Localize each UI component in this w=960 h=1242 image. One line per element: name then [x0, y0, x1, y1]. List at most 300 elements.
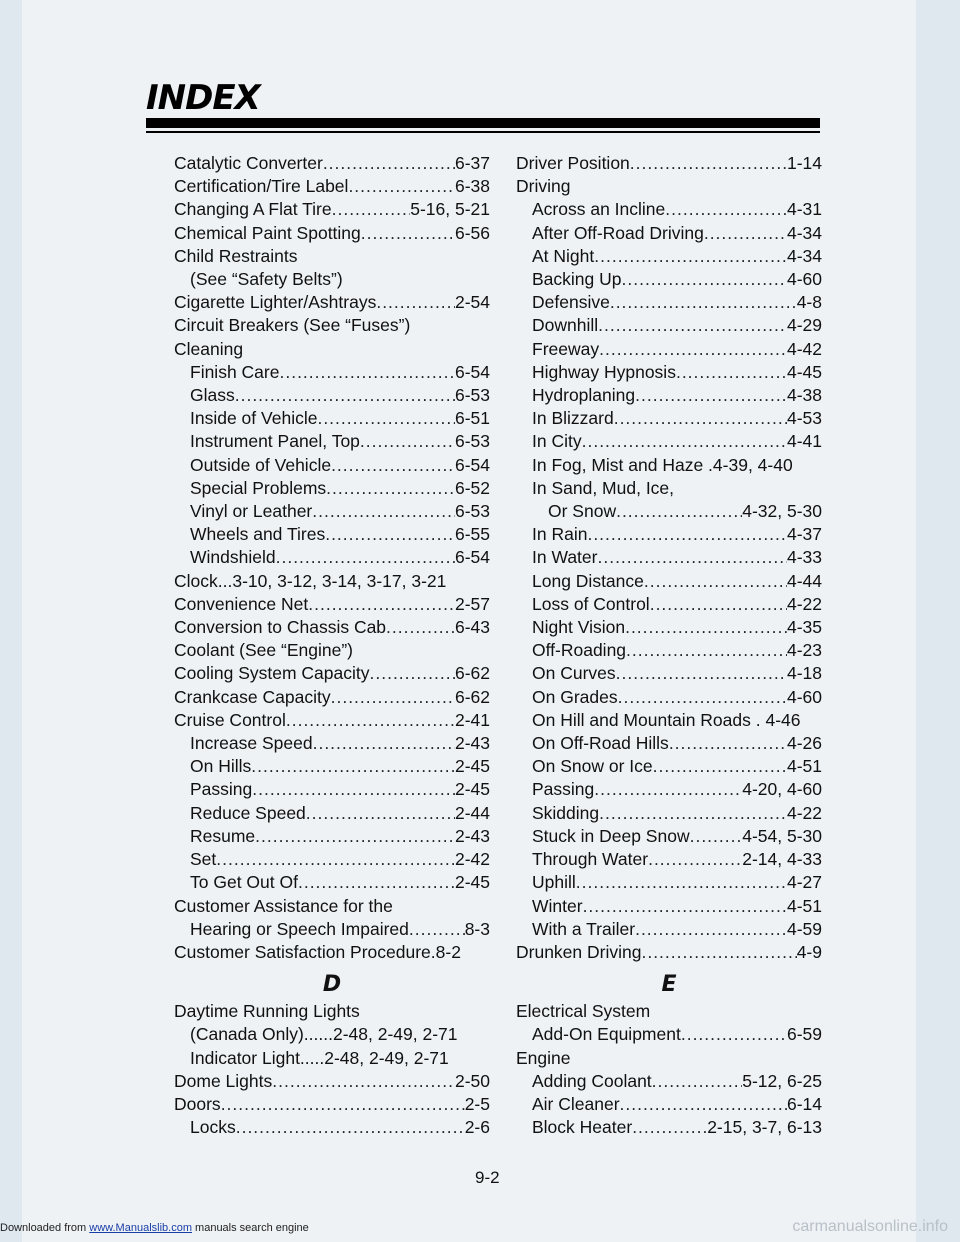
entry-pages: 2-41	[454, 709, 490, 730]
dot-leader	[576, 871, 787, 894]
dot-leader	[236, 1116, 465, 1139]
entry-pages: 4-42	[786, 338, 822, 359]
entry-term: Stuck in Deep Snow	[532, 825, 690, 846]
dot-leader	[370, 662, 455, 685]
index-entry	[174, 778, 490, 801]
index-entry	[516, 268, 822, 291]
entry-term: Glass	[190, 385, 235, 406]
dot-leader	[308, 593, 455, 616]
dot-leader	[597, 546, 786, 569]
dot-leader	[360, 430, 455, 453]
index-entry	[174, 570, 490, 593]
entry-pages: 4-60	[786, 686, 822, 707]
entry-pages: 2-44	[454, 802, 490, 823]
index-entry	[516, 616, 822, 639]
index-entry	[516, 407, 822, 430]
watermark: carmanualsonline.info	[792, 1218, 948, 1235]
dot-leader	[252, 778, 455, 801]
dot-leader	[641, 941, 796, 964]
entry-term: Special Problems	[190, 477, 327, 498]
dot-leader	[582, 430, 787, 453]
dot-leader	[272, 1070, 455, 1093]
dot-leader	[251, 755, 455, 778]
index-entry	[174, 616, 490, 639]
index-entry	[174, 662, 490, 685]
entry-term: Changing A Flat Tire	[174, 199, 332, 220]
dot-leader	[376, 291, 455, 314]
entry-pages: 4-20, 4-60	[742, 779, 822, 800]
dot-leader	[625, 616, 787, 639]
entry-pages: 8-3	[464, 918, 490, 939]
entry-pages: 2-42	[454, 849, 490, 870]
entry-pages: 4-45	[786, 361, 822, 382]
entry-pages: 4-54, 5-30	[742, 825, 822, 846]
entry-term: Through Water	[532, 849, 649, 870]
entry-pages: 4-44	[786, 570, 822, 591]
entry-term: Resume	[190, 825, 256, 846]
entry-pages: 4-59	[786, 918, 822, 939]
index-entry	[516, 732, 822, 755]
entry-term: On Grades	[532, 686, 618, 707]
index-entry	[516, 477, 822, 500]
dot-leader	[587, 523, 787, 546]
index-entry	[516, 918, 822, 941]
dot-leader	[348, 175, 455, 198]
entry-term: Night Vision	[532, 617, 626, 638]
entry-pages: 6-54	[454, 454, 490, 475]
index-entry	[516, 1070, 822, 1093]
dot-leader	[276, 546, 455, 569]
footer-prefix: Downloaded from	[0, 1222, 90, 1234]
index-entry	[174, 1047, 490, 1070]
entry-pages: 4-29	[786, 315, 822, 336]
page-title: INDEX	[146, 78, 260, 118]
dot-leader	[616, 662, 787, 685]
entry-pages: 4-9	[796, 941, 822, 962]
entry-term: Daytime Running Lights	[174, 1001, 360, 1022]
title-rule-thin	[146, 131, 820, 133]
entry-term: Crankcase Capacity	[174, 686, 331, 707]
entry-pages: 4-41	[786, 431, 822, 452]
index-entry	[174, 593, 490, 616]
entry-pages: 2-14, 4-33	[742, 849, 822, 870]
dot-leader	[298, 871, 455, 894]
entry-term: To Get Out Of	[190, 872, 298, 893]
index-entry	[516, 662, 822, 685]
index-entry	[174, 1116, 490, 1139]
index-entry	[174, 546, 490, 569]
entry-term: After Off-Road Driving	[532, 222, 704, 243]
index-entry	[174, 523, 490, 546]
index-entry	[516, 825, 822, 848]
entry-term: Doors	[174, 1093, 221, 1114]
entry-pages: 6-53	[454, 385, 490, 406]
index-entry	[516, 454, 822, 477]
index-entry	[516, 593, 822, 616]
index-entry	[174, 384, 490, 407]
entry-term: On Hills	[190, 756, 252, 777]
dot-leader	[317, 407, 455, 430]
entry-pages: 2-45	[454, 756, 490, 777]
entry-pages: 5-12, 6-25	[742, 1070, 822, 1091]
entry-pages: 2-45	[454, 872, 490, 893]
entry-term: Electrical System	[516, 1001, 651, 1022]
entry-term: Coolant (See “Engine”)	[174, 640, 353, 661]
entry-term: Customer Assistance for the	[174, 895, 393, 916]
dot-leader	[325, 523, 455, 546]
dot-leader	[610, 291, 797, 314]
entry-term: Cooling System Capacity	[174, 663, 370, 684]
dot-leader	[630, 152, 787, 175]
entry-pages: 4-37	[786, 524, 822, 545]
entry-pages: 4-53	[786, 408, 822, 429]
entry-pages: 2-6	[464, 1117, 490, 1138]
dot-leader	[644, 570, 787, 593]
entry-pages: 4-51	[786, 895, 822, 916]
index-entry	[174, 895, 490, 918]
entry-term: Air Cleaner	[532, 1093, 620, 1114]
index-column-left	[174, 152, 490, 1139]
entry-term: Set	[190, 849, 217, 870]
entry-term: Add-On Equipment	[532, 1024, 681, 1045]
manualslib-link[interactable]: www.Manualslib.com	[89, 1222, 192, 1234]
dot-leader	[286, 709, 455, 732]
entry-term: In Blizzard	[532, 408, 614, 429]
entry-term: Increase Speed	[190, 733, 313, 754]
entry-pages: 4-23	[786, 640, 822, 661]
index-entry	[516, 1116, 822, 1139]
entry-term: Vinyl or Leather	[190, 501, 313, 522]
index-entry	[516, 430, 822, 453]
entry-pages: 6-53	[454, 501, 490, 522]
index-entry	[516, 639, 822, 662]
entry-pages: 6-56	[454, 222, 490, 243]
entry-term: Conversion to Chassis Cab	[174, 617, 387, 638]
entry-term: In Water	[532, 547, 598, 568]
index-entry	[174, 338, 490, 361]
index-entry	[174, 802, 490, 825]
dot-leader	[599, 338, 787, 361]
dot-leader	[620, 1093, 787, 1116]
index-entry	[174, 639, 490, 662]
entry-pages: 6-53	[454, 431, 490, 452]
entry-term: Clock...3-10, 3-12, 3-14, 3-17, 3-21	[174, 570, 447, 591]
entry-pages: 6-62	[454, 663, 490, 684]
index-entry	[516, 314, 822, 337]
dot-leader	[583, 895, 787, 918]
entry-pages: 6-51	[454, 408, 490, 429]
entry-term: Reduce Speed	[190, 802, 306, 823]
index-entry	[174, 1023, 490, 1046]
dot-leader	[255, 825, 455, 848]
entry-term: Dome Lights	[174, 1070, 273, 1091]
index-entry	[174, 871, 490, 894]
index-entry	[174, 291, 490, 314]
entry-term: Outside of Vehicle	[190, 454, 332, 475]
entry-pages: 4-33	[786, 547, 822, 568]
index-entry	[516, 871, 822, 894]
entry-term: Finish Care	[190, 361, 280, 382]
dot-leader	[279, 361, 454, 384]
entry-term: On Off-Road Hills	[532, 733, 669, 754]
title-rule	[146, 118, 820, 128]
entry-pages: 4-26	[786, 733, 822, 754]
index-entry	[516, 198, 822, 221]
index-entry	[516, 152, 822, 175]
dot-leader	[386, 616, 455, 639]
entry-term: In Fog, Mist and Haze .4-39, 4-40	[532, 454, 793, 475]
dot-leader	[599, 802, 787, 825]
entry-term: With a Trailer	[532, 918, 636, 939]
entry-term: Driver Position	[516, 153, 630, 173]
index-entry	[516, 1000, 822, 1023]
entry-pages: 2-54	[454, 292, 490, 313]
entry-term: Child Restraints	[174, 245, 298, 266]
dot-leader	[635, 918, 787, 941]
entry-term: Long Distance	[532, 570, 644, 591]
index-entry	[516, 1047, 822, 1070]
section-letter: E	[661, 972, 677, 998]
entry-term: Locks	[190, 1117, 236, 1138]
dot-leader	[323, 152, 455, 175]
entry-term: Cruise Control	[174, 709, 286, 730]
entry-term: Cleaning	[174, 338, 244, 359]
entry-pages: 4-34	[786, 245, 822, 266]
dot-leader	[312, 500, 455, 523]
entry-term: Off-Roading	[532, 640, 627, 661]
index-entry	[174, 268, 490, 291]
entry-pages: 2-57	[454, 593, 490, 614]
index-entry	[516, 755, 822, 778]
entry-term: Downhill	[532, 315, 599, 336]
entry-term: Cigarette Lighter/Ashtrays	[174, 292, 377, 313]
index-entry	[516, 848, 822, 871]
index-entry	[174, 407, 490, 430]
index-entry	[174, 755, 490, 778]
index-entry	[174, 222, 490, 245]
dot-leader	[216, 848, 455, 871]
entry-term: Drunken Driving	[516, 941, 642, 962]
index-entry	[516, 245, 822, 268]
entry-term: Certification/Tire Label	[174, 176, 349, 197]
index-entry	[516, 895, 822, 918]
dot-leader	[626, 639, 787, 662]
entry-term: Hydroplaning	[532, 385, 636, 406]
entry-term: (See “Safety Belts”)	[190, 269, 343, 290]
index-entry	[174, 361, 490, 384]
index-entry	[516, 1093, 822, 1116]
dot-leader	[614, 407, 787, 430]
entry-term: At Night	[532, 245, 595, 266]
dot-leader	[361, 222, 455, 245]
index-entry	[174, 686, 490, 709]
dot-leader	[332, 198, 411, 221]
dot-leader	[622, 268, 787, 291]
entry-pages: 4-18	[786, 663, 822, 684]
index-entry	[174, 1070, 490, 1093]
download-footer	[0, 1222, 309, 1234]
dot-leader	[616, 500, 742, 523]
index-entry	[174, 454, 490, 477]
dot-leader	[635, 384, 787, 407]
entry-pages: 4-60	[786, 269, 822, 290]
index-column-right	[516, 152, 822, 1139]
entry-pages: 6-59	[786, 1024, 822, 1045]
entry-term: In Sand, Mud, Ice,	[532, 477, 675, 498]
entry-term: (Canada Only)......2-48, 2-49, 2-71	[190, 1024, 458, 1045]
entry-term: Customer Satisfaction Procedure.8-2	[174, 941, 461, 962]
dot-leader	[653, 755, 787, 778]
index-entry	[174, 314, 490, 337]
index-entry	[516, 523, 822, 546]
entry-term: Wheels and Tires	[190, 524, 326, 545]
entry-pages: 6-43	[454, 617, 490, 638]
entry-term: Circuit Breakers (See “Fuses”)	[174, 315, 411, 336]
entry-pages: 5-16, 5-21	[410, 199, 490, 220]
entry-pages: 6-52	[454, 477, 490, 498]
index-entry	[174, 152, 490, 175]
entry-term: Catalytic Converter	[174, 153, 323, 173]
section-letter: D	[322, 972, 342, 998]
entry-term: Skidding	[532, 802, 600, 823]
dot-leader	[665, 198, 787, 221]
entry-term: Freeway	[532, 338, 600, 359]
entry-pages: 6-55	[454, 524, 490, 545]
entry-pages: 2-45	[454, 779, 490, 800]
entry-pages: 6-54	[454, 361, 490, 382]
footer-suffix: manuals search engine	[191, 1222, 309, 1234]
index-entry	[516, 338, 822, 361]
entry-term: Winter	[532, 895, 583, 916]
dot-leader	[594, 778, 742, 801]
dot-leader	[650, 593, 787, 616]
entry-term: Passing	[532, 779, 595, 800]
dot-leader	[676, 361, 787, 384]
index-entry	[516, 778, 822, 801]
index-entry	[174, 732, 490, 755]
entry-pages: 2-43	[454, 733, 490, 754]
dot-leader	[221, 1093, 465, 1116]
index-entry	[174, 709, 490, 732]
dot-leader	[681, 1023, 787, 1046]
index-entry	[516, 686, 822, 709]
entry-pages: 4-35	[786, 617, 822, 638]
entry-term: Engine	[516, 1047, 571, 1068]
dot-leader	[652, 1070, 743, 1093]
index-entry	[516, 175, 822, 198]
entry-term: Passing	[190, 779, 253, 800]
entry-pages: 6-37	[454, 153, 490, 173]
index-entry	[516, 709, 822, 732]
dot-leader	[409, 918, 465, 941]
index-entry	[174, 825, 490, 848]
index-entry	[516, 222, 822, 245]
index-entry	[174, 198, 490, 221]
entry-term: Uphill	[532, 872, 576, 893]
index-entry	[516, 941, 822, 964]
entry-pages: 2-15, 3-7, 6-13	[707, 1117, 822, 1138]
dot-leader	[618, 686, 787, 709]
index-entry	[516, 546, 822, 569]
page-number: 9-2	[475, 1168, 500, 1187]
entry-pages: 6-38	[454, 176, 490, 197]
entry-term: In Rain	[532, 524, 588, 545]
entry-term: Backing Up	[532, 269, 622, 290]
index-entry	[174, 245, 490, 268]
dot-leader	[594, 245, 787, 268]
entry-pages: 1-14	[786, 153, 822, 173]
entry-term: Chemical Paint Spotting	[174, 222, 361, 243]
entry-term: On Snow or Ice	[532, 756, 653, 777]
entry-term: On Curves	[532, 663, 616, 684]
entry-term: Loss of Control	[532, 593, 650, 614]
entry-pages: 2-43	[454, 825, 490, 846]
entry-pages: 4-32, 5-30	[742, 501, 822, 522]
dot-leader	[306, 802, 455, 825]
entry-pages: 4-34	[786, 222, 822, 243]
dot-leader	[632, 1116, 707, 1139]
entry-pages: 6-14	[786, 1093, 822, 1114]
dot-leader	[331, 686, 455, 709]
entry-term: In City	[532, 431, 582, 452]
dot-leader	[313, 732, 455, 755]
entry-pages: 2-5	[464, 1093, 490, 1114]
index-entry	[516, 500, 822, 523]
index-entry	[174, 848, 490, 871]
entry-pages: 4-22	[786, 593, 822, 614]
entry-pages: 2-50	[454, 1070, 490, 1091]
entry-pages: 4-31	[786, 199, 822, 220]
entry-pages: 6-54	[454, 547, 490, 568]
index-entry	[516, 291, 822, 314]
index-entry	[174, 1000, 490, 1023]
entry-term: Instrument Panel, Top	[190, 431, 360, 452]
entry-term: Highway Hypnosis	[532, 361, 676, 382]
entry-term: Or Snow	[548, 501, 617, 522]
entry-pages: 4-8	[796, 292, 822, 313]
dot-leader	[235, 384, 455, 407]
dot-leader	[598, 314, 787, 337]
entry-pages: 4-51	[786, 756, 822, 777]
index-entry	[516, 570, 822, 593]
entry-term: Driving	[516, 176, 571, 197]
index-entry	[516, 361, 822, 384]
dot-leader	[331, 454, 455, 477]
entry-term: Windshield	[190, 547, 276, 568]
entry-term: Adding Coolant	[532, 1070, 652, 1091]
index-entry	[174, 918, 490, 941]
dot-leader	[326, 477, 455, 500]
entry-term: Defensive	[532, 292, 610, 313]
entry-term: Indicator Light.....2-48, 2-49, 2-71	[190, 1047, 449, 1068]
entry-term: Hearing or Speech Impaired	[190, 918, 409, 939]
index-entry	[174, 941, 490, 964]
entry-pages: 6-62	[454, 686, 490, 707]
index-entry	[174, 477, 490, 500]
dot-leader	[704, 222, 787, 245]
entry-term: On Hill and Mountain Roads . 4-46	[532, 709, 801, 730]
entry-term: Inside of Vehicle	[190, 408, 318, 429]
index-entry	[174, 430, 490, 453]
index-entry	[174, 500, 490, 523]
index-entry	[516, 384, 822, 407]
entry-term: Across an Incline	[532, 199, 666, 220]
entry-pages: 4-38	[786, 385, 822, 406]
index-entry	[174, 1093, 490, 1116]
index-entry	[516, 1023, 822, 1046]
entry-term: Convenience Net	[174, 593, 309, 614]
dot-leader	[669, 732, 787, 755]
